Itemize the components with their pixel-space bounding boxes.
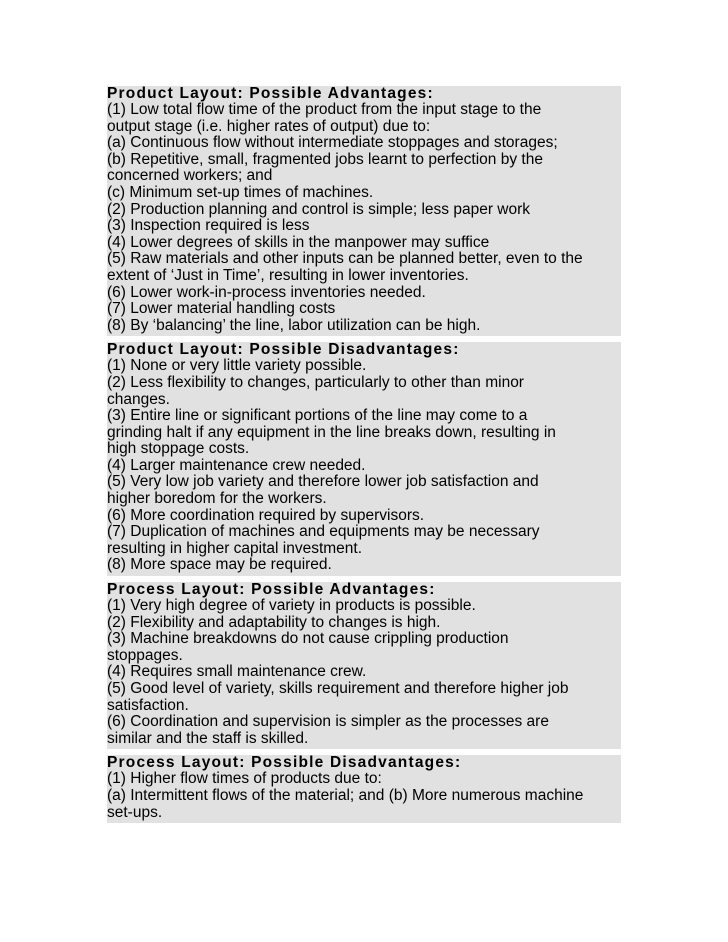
text-line: grinding halt if any equipment in the line breaks down, resulting in xyxy=(107,423,556,441)
text-line: (6) Lower work-in-process inventories needed. xyxy=(107,283,426,301)
text-line: (4) Requires small maintenance crew. xyxy=(107,663,367,681)
text-line: (2) Less flexibility to changes, particularly to other than minor xyxy=(107,373,524,391)
text-line: stoppages. xyxy=(107,646,183,664)
text-line: (c) Minimum set-up times of machines. xyxy=(107,183,374,201)
section-heading: Product Layout: Possible Disadvantages: xyxy=(107,341,460,359)
section-body xyxy=(107,102,621,334)
document-page xyxy=(107,86,621,829)
text-line: (5) Good level of variety, skills requirement and therefore higher job xyxy=(107,680,569,697)
text-line: (2) Production planning and control is simple; less paper work xyxy=(107,200,531,218)
section-product-advantages xyxy=(107,86,621,336)
section-process-disadvantages xyxy=(107,755,621,823)
text-line: resulting in higher capital investment. xyxy=(107,539,363,557)
text-line: (8) By ‘balancing’ the line, labor utilization can be high. xyxy=(107,316,481,334)
text-line: (7) Lower material handling costs xyxy=(107,300,336,318)
text-line: (1) None or very little variety possible. xyxy=(107,357,367,375)
text-line: (7) Duplication of machines and equipments may be necessary xyxy=(107,523,540,541)
text-line: (1) Very high degree of variety in products is possible. xyxy=(107,597,476,615)
text-line: similar and the staff is skilled. xyxy=(107,729,309,747)
text-line: (3) Entire line or significant portions of the line may come to a xyxy=(107,407,528,425)
text-line: (1) Low total flow time of the product from the input stage to the xyxy=(107,101,542,118)
section-heading: Product Layout: Possible Advantages: xyxy=(107,85,434,102)
text-line: (6) More coordination required by supervisors. xyxy=(107,506,425,524)
text-line: (2) Flexibility and adaptability to changes is high. xyxy=(107,613,441,631)
text-line: (3) Machine breakdowns do not cause crippling production xyxy=(107,630,509,648)
text-line: extent of ‘Just in Time’, resulting in lower inventories. xyxy=(107,266,469,284)
section-heading: Process Layout: Possible Disadvantages: xyxy=(107,754,462,772)
section-body xyxy=(107,771,621,821)
text-line: (6) Coordination and supervision is simpler as the processes are xyxy=(107,713,549,731)
section-product-disadvantages xyxy=(107,342,621,576)
text-line: (a) Intermittent flows of the material; and (b) More numerous machine xyxy=(107,786,584,804)
text-line: output stage (i.e. higher rates of output) due to: xyxy=(107,117,431,135)
section-process-advantages xyxy=(107,582,621,749)
text-line: (8) More space may be required. xyxy=(107,556,332,574)
section-body xyxy=(107,358,621,574)
text-line: satisfaction. xyxy=(107,696,189,714)
text-line: (3) Inspection required is less xyxy=(107,217,310,235)
text-line: (1) Higher flow times of products due to: xyxy=(107,770,382,788)
text-line: (5) Very low job variety and therefore lower job satisfaction and xyxy=(107,473,539,491)
text-line: higher boredom for the workers. xyxy=(107,490,327,508)
text-line: (a) Continuous flow without intermediate stoppages and storages; xyxy=(107,134,558,152)
text-line: (b) Repetitive, small, fragmented jobs learnt to perfection by the xyxy=(107,150,543,168)
section-heading: Process Layout: Possible Advantages: xyxy=(107,581,436,599)
text-line: (5) Raw materials and other inputs can be planned better, even to the xyxy=(107,250,583,268)
text-line: set-ups. xyxy=(107,803,163,821)
text-line: (4) Lower degrees of skills in the manpower may suffice xyxy=(107,233,490,251)
text-line: (4) Larger maintenance crew needed. xyxy=(107,456,366,474)
text-line: changes. xyxy=(107,390,170,408)
text-line: high stoppage costs. xyxy=(107,440,250,458)
section-body xyxy=(107,598,621,747)
text-line: concerned workers; and xyxy=(107,167,273,185)
